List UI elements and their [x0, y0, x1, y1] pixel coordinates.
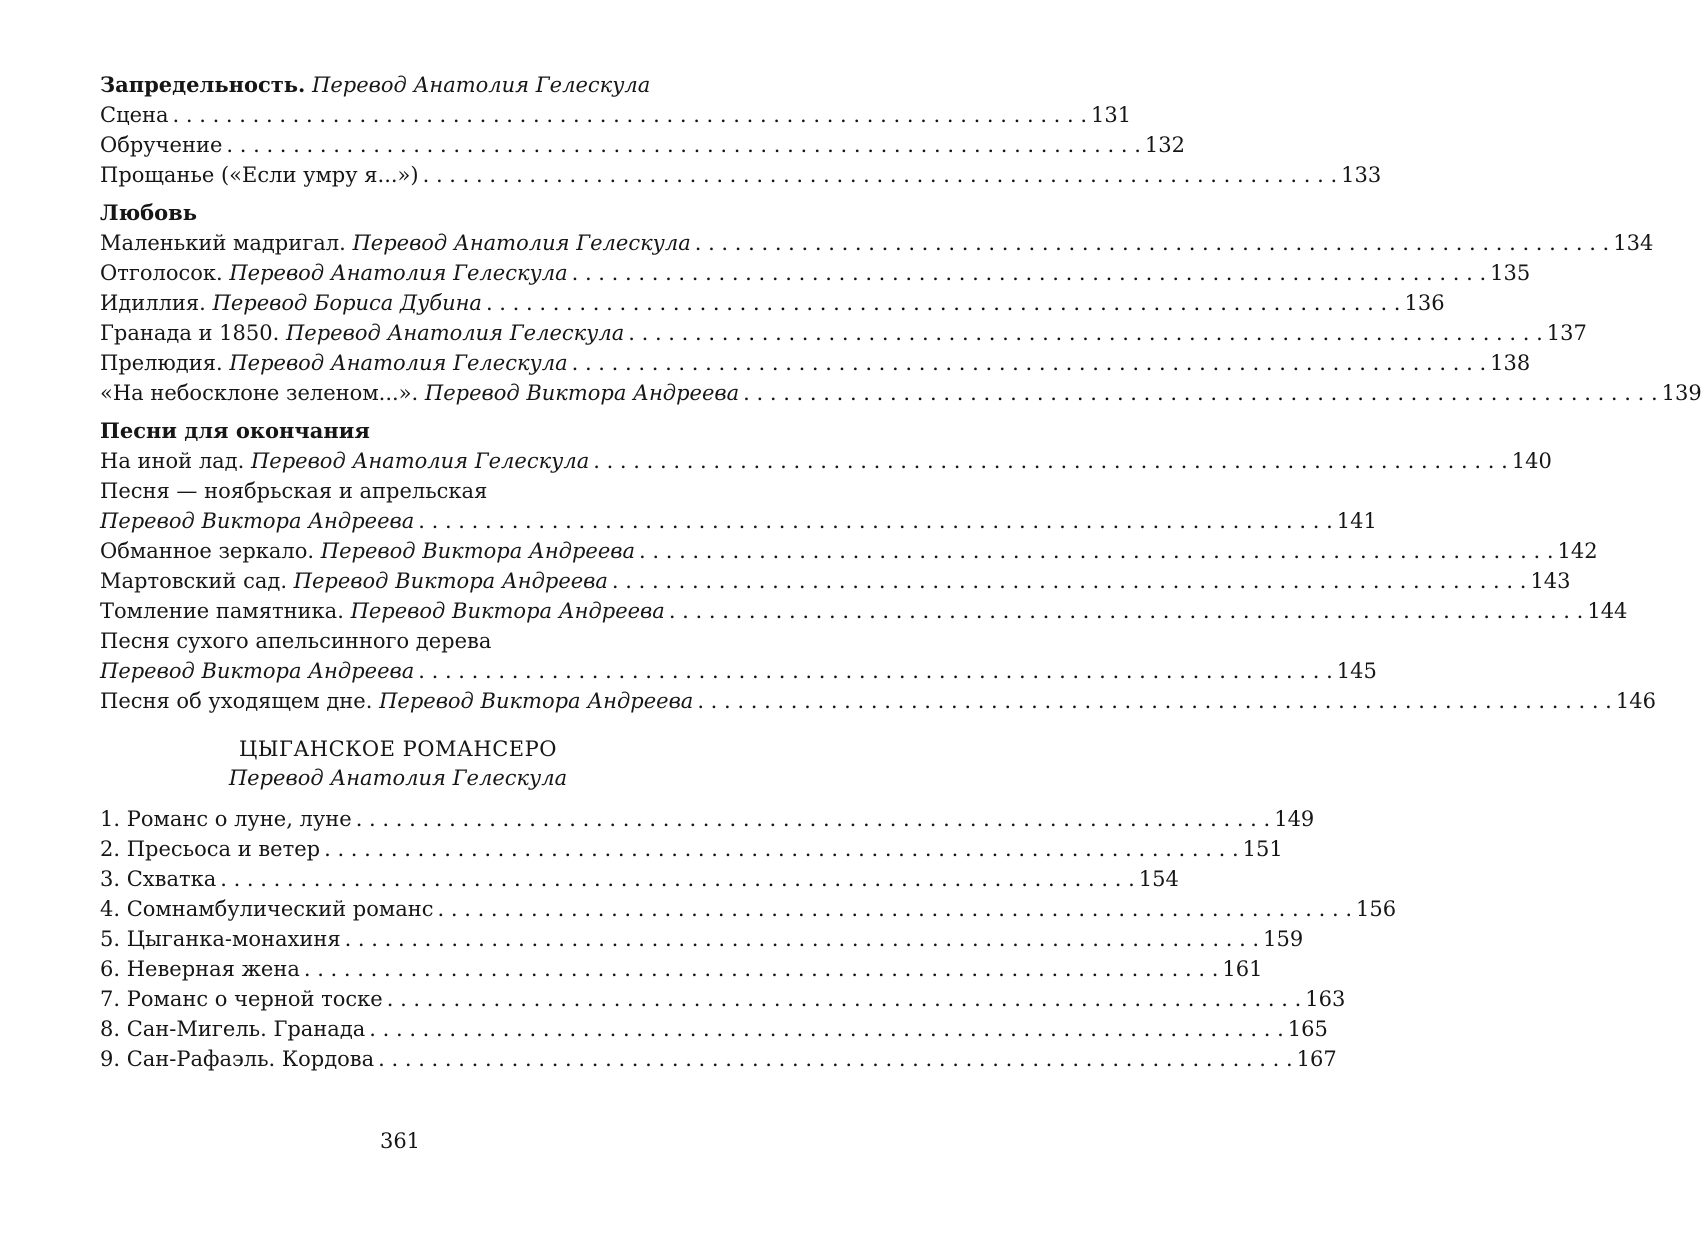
entry-title: 8. Сан-Мигель. Гранада: [100, 1017, 366, 1041]
entry-title: Сцена: [100, 103, 169, 127]
toc-entry: [100, 924, 1304, 954]
entry-title: Томление памятника. Перевод Виктора Андреева: [100, 599, 665, 623]
cycle-title: ЦЫГАНСКОЕ РОМАНСЕРО: [239, 737, 557, 761]
entry-page: 134: [1613, 231, 1654, 255]
entry-page: 163: [1305, 987, 1346, 1011]
toc-entry: [100, 954, 1263, 984]
page-number: 361: [379, 1129, 421, 1153]
entry-page: 142: [1557, 539, 1598, 563]
entry-translator: Перевод Виктора Андреева: [293, 569, 608, 593]
entry-title: 2. Пресьоса и ветер: [100, 837, 321, 861]
entry-translator: Перевод Анатолия Гелескула: [285, 321, 625, 345]
entry-page: 137: [1546, 321, 1587, 345]
entry-translator: Перевод Анатолия Гелескула: [250, 449, 590, 473]
cycle-heading: [100, 734, 696, 792]
section-heading-title: Запредельность.: [100, 72, 306, 97]
toc-entry: [100, 506, 1377, 536]
toc-entry: [100, 804, 1315, 834]
section-heading: [100, 198, 696, 228]
dot-leader: [743, 378, 1658, 408]
dot-leader: [486, 288, 1401, 318]
entry-page: 139: [1661, 381, 1702, 405]
dot-leader: [418, 656, 1333, 686]
toc-entry: [100, 566, 1571, 596]
entry-page: 161: [1222, 957, 1263, 981]
entry-page: 151: [1242, 837, 1283, 861]
entry-title-line: Песня — ноябрьская и апрельская: [100, 479, 488, 503]
toc-entry: [100, 984, 1346, 1014]
cycle-entries: [100, 804, 1397, 1074]
toc-entry: [100, 258, 1531, 288]
dot-leader: [324, 834, 1239, 864]
toc-entry: [100, 1014, 1328, 1044]
toc-entry: [100, 160, 1382, 190]
section-entries: [100, 100, 1382, 190]
section-heading: [100, 416, 696, 446]
section-heading-title: Песни для окончания: [100, 418, 370, 443]
entry-title: 6. Неверная жена: [100, 957, 300, 981]
toc-entry: [100, 834, 1283, 864]
entry-page: 131: [1091, 103, 1132, 127]
entry-title: Отголосок. Перевод Анатолия Гелескула: [100, 261, 568, 285]
dot-leader: [387, 984, 1302, 1014]
toc-entry: [100, 1044, 1337, 1074]
entry-translator: Перевод Анатолия Гелескула: [352, 231, 691, 255]
entry-translator: Перевод Виктора Андреева: [320, 539, 636, 563]
toc-entry: [100, 686, 1656, 716]
entry-title: Гранада и 1850. Перевод Анатолия Гелескула: [100, 321, 625, 345]
toc-entry: [100, 318, 1587, 348]
dot-leader: [226, 130, 1141, 160]
dot-leader: [639, 536, 1554, 566]
entry-page: 165: [1287, 1017, 1328, 1041]
cycle-translator: Перевод Анатолия Гелескула: [228, 766, 568, 790]
entry-title: Идиллия. Перевод Бориса Дубина: [100, 291, 482, 315]
entry-title: На иной лад. Перевод Анатолия Гелескула: [100, 449, 590, 473]
entry-page: 167: [1296, 1047, 1337, 1071]
entry-translator: Перевод Виктора Андреева: [100, 659, 415, 683]
entry-title: Обманное зеркало. Перевод Виктора Андреева: [100, 539, 636, 563]
section-entries: [100, 446, 1656, 716]
dot-leader: [304, 954, 1219, 984]
entry-page: 146: [1615, 689, 1656, 713]
dot-leader: [628, 318, 1543, 348]
toc-entry: [100, 130, 1185, 160]
toc-entry: [100, 288, 1445, 318]
toc-entry: [100, 378, 1702, 408]
entry-title: Песня об уходящем дне. Перевод Виктора Андреева: [100, 689, 694, 713]
entry-title: Прощанье («Если умру я...»): [100, 163, 419, 187]
dot-leader: [695, 228, 1610, 258]
entry-page: 149: [1274, 807, 1315, 831]
toc-entry: [100, 894, 1397, 924]
toc-entry: [100, 656, 1377, 686]
entry-translator: Перевод Виктора Андреева: [424, 381, 740, 405]
dot-leader: [572, 258, 1487, 288]
dot-leader: [345, 924, 1260, 954]
dot-leader: [697, 686, 1612, 716]
entry-page: 136: [1404, 291, 1445, 315]
dot-leader: [378, 1044, 1293, 1074]
entry-title: 7. Романс о черной тоске: [100, 987, 383, 1011]
entry-page: 159: [1263, 927, 1304, 951]
entry-translator: Перевод Виктора Андреева: [379, 689, 694, 713]
toc-entry: [100, 446, 1552, 476]
entry-title: Прелюдия. Перевод Анатолия Гелескула: [100, 351, 568, 375]
entry-page: 138: [1490, 351, 1531, 375]
entry-page: 141: [1336, 509, 1377, 533]
entry-title: Мартовский сад. Перевод Виктора Андреева: [100, 569, 608, 593]
toc-entry: [100, 536, 1598, 566]
toc-entry: [100, 864, 1179, 894]
entry-title-line: Песня сухого апельсинного дерева: [100, 629, 492, 653]
entry-page: 156: [1356, 897, 1397, 921]
entry-title: Обручение: [100, 133, 223, 157]
dot-leader: [612, 566, 1527, 596]
toc-entry: [100, 596, 1628, 626]
dot-leader: [173, 100, 1088, 130]
toc-entry: [100, 100, 1132, 130]
entry-page: 133: [1341, 163, 1382, 187]
entry-title: 4. Сомнамбулический романс: [100, 897, 434, 921]
dot-leader: [669, 596, 1584, 626]
dot-leader: [418, 506, 1333, 536]
dot-leader: [369, 1014, 1284, 1044]
section-heading: [100, 70, 696, 100]
entry-page: 144: [1587, 599, 1628, 623]
entry-page: 132: [1144, 133, 1185, 157]
entry-translator: Перевод Анатолия Гелескула: [229, 351, 568, 375]
entry-title: [100, 506, 414, 536]
dot-leader: [438, 894, 1353, 924]
entry-page: 135: [1490, 261, 1531, 285]
entry-page: 154: [1138, 867, 1179, 891]
entry-title: 3. Схватка: [100, 867, 217, 891]
dot-leader: [356, 804, 1271, 834]
table-of-contents: [100, 70, 1702, 1082]
dot-leader: [423, 160, 1338, 190]
section-heading-title: Любовь: [100, 200, 197, 225]
entry-page: 145: [1336, 659, 1377, 683]
entry-title: [100, 656, 414, 686]
toc-entry: [100, 228, 1654, 258]
entry-title: «На небосклоне зеленом...». Перевод Виктора Андреева: [100, 381, 740, 405]
dot-leader: [593, 446, 1508, 476]
entry-translator: Перевод Анатолия Гелескула: [229, 261, 568, 285]
entry-title: 5. Цыганка-монахиня: [100, 927, 341, 951]
entry-translator: Перевод Виктора Андреева: [100, 509, 415, 533]
entry-title: 1. Романс о луне, луне: [100, 807, 352, 831]
section-entries: [100, 228, 1702, 408]
dot-leader: [220, 864, 1135, 894]
dot-leader: [572, 348, 1487, 378]
entry-title: Маленький мадригал. Перевод Анатолия Гелескула: [100, 231, 691, 255]
entry-translator: Перевод Бориса Дубина: [212, 291, 482, 315]
entry-translator: Перевод Виктора Андреева: [350, 599, 665, 623]
section-heading-translator: Перевод Анатолия Гелескула: [312, 73, 651, 97]
entry-page: 143: [1530, 569, 1571, 593]
toc-entry: [100, 348, 1531, 378]
entry-page: 140: [1511, 449, 1552, 473]
entry-title: 9. Сан-Рафаэль. Кордова: [100, 1047, 375, 1071]
